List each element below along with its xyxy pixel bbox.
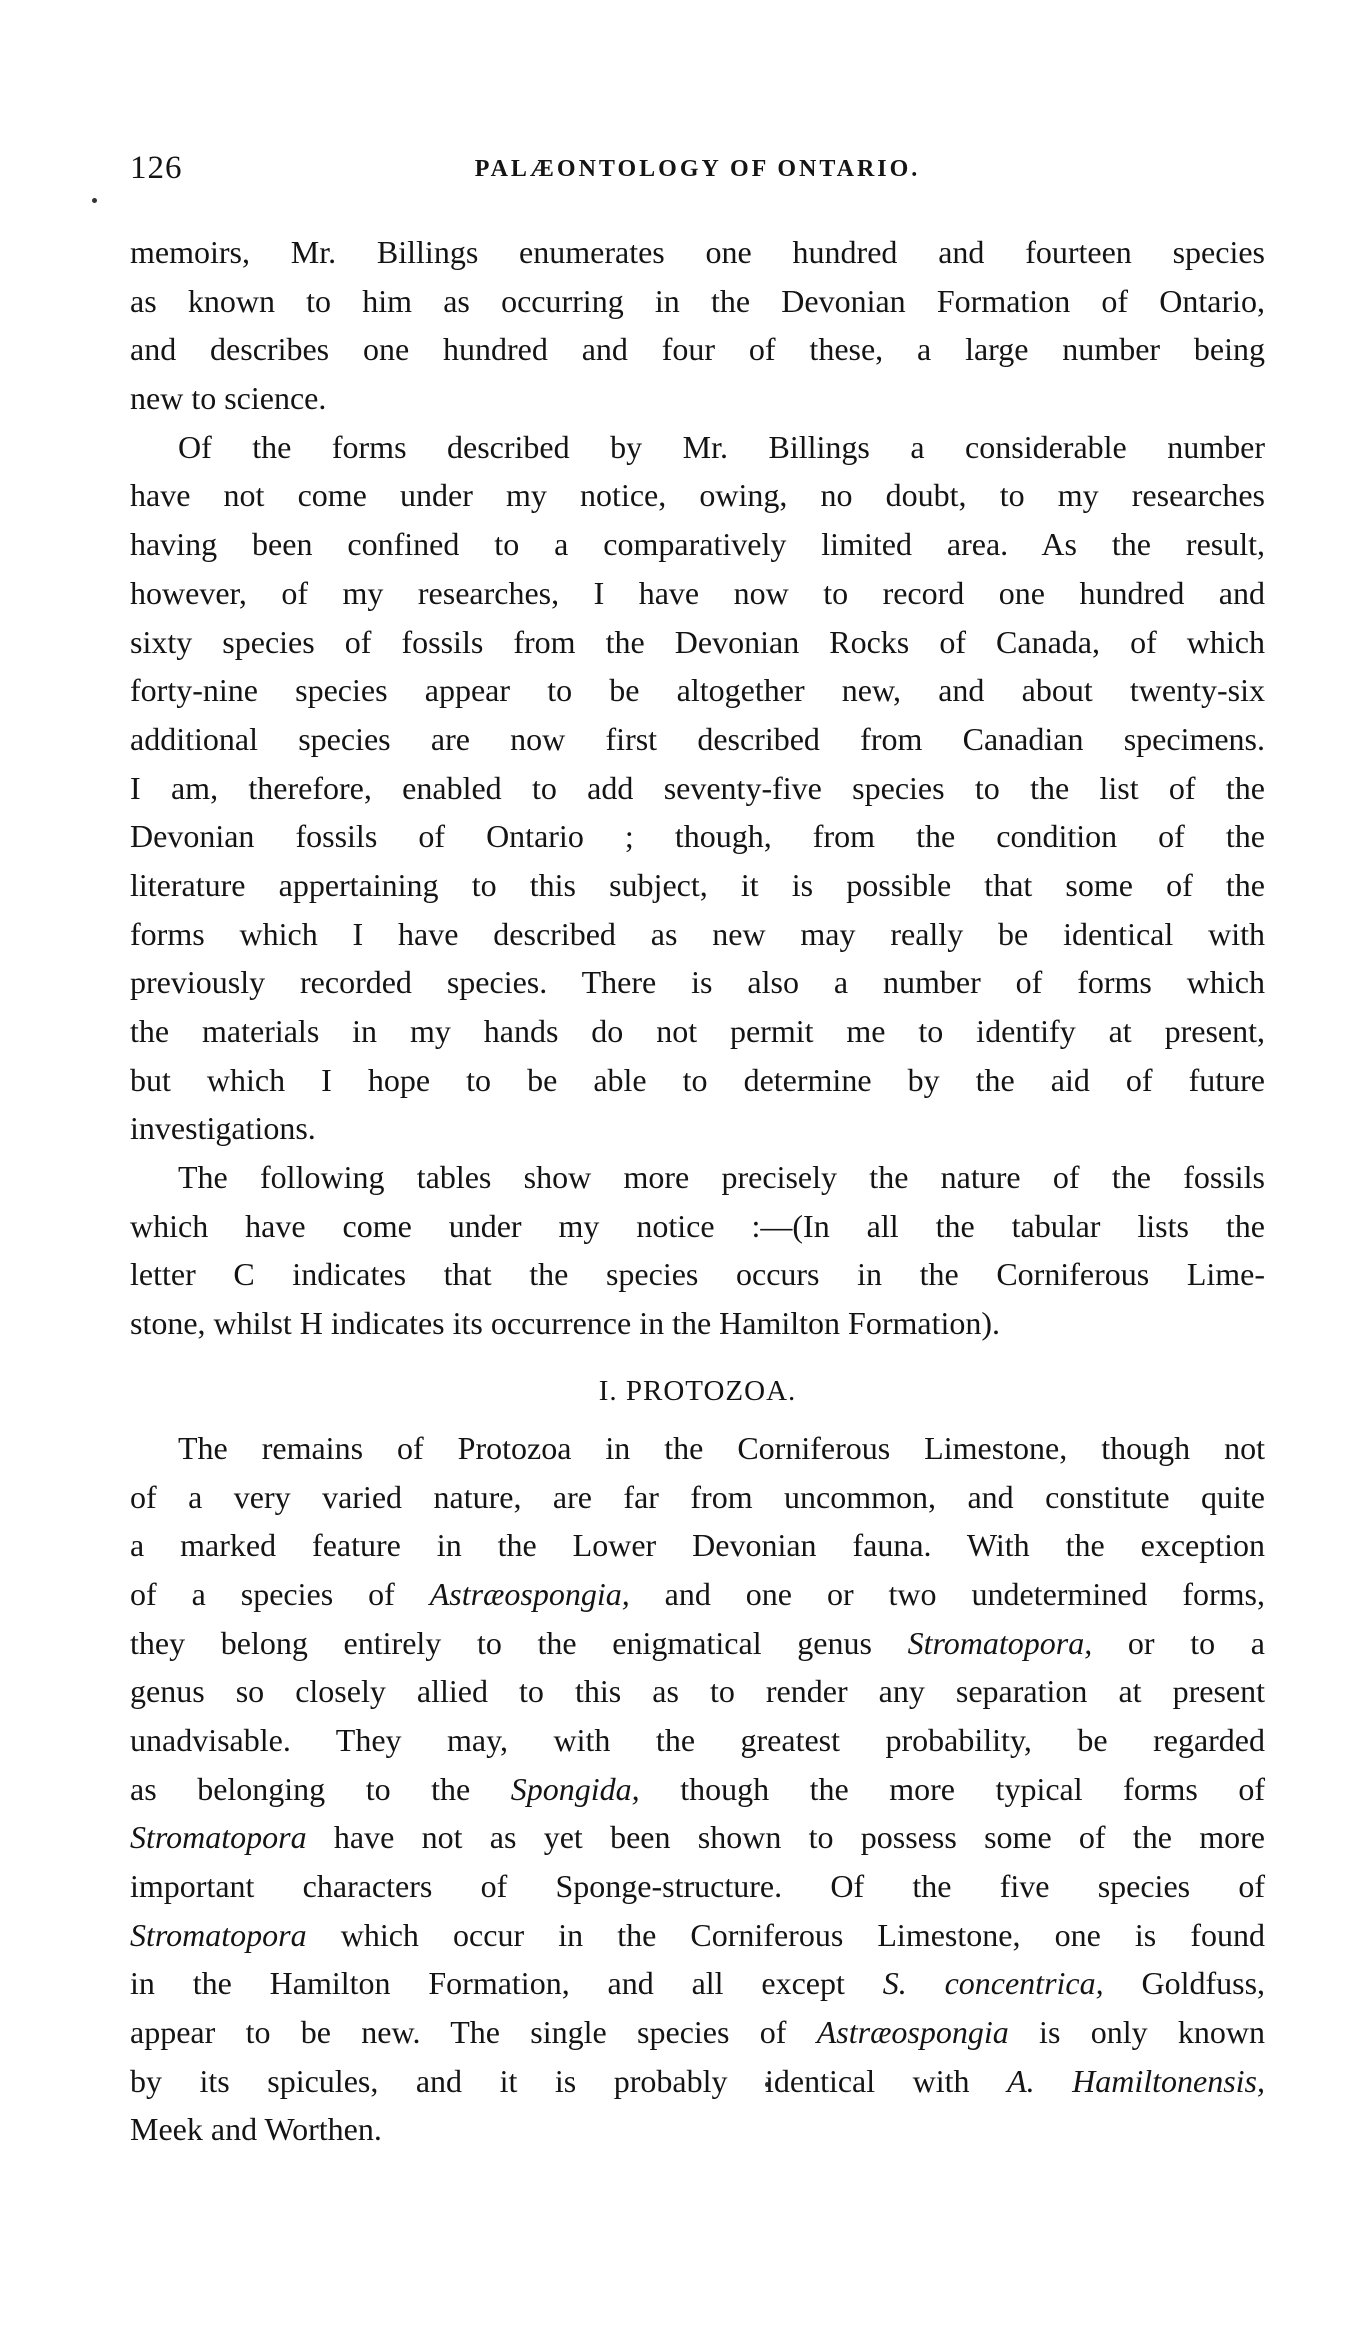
text-run: as belonging to the: [130, 1770, 511, 1807]
text-line: [130, 1813, 1265, 1862]
text-run: Devonian fossils of Ontario ; though, from the condition of the: [130, 818, 1265, 855]
text-run: however, of my researches, I have now to record one hundred and: [130, 574, 1265, 611]
running-head: [130, 150, 1265, 190]
text-line: [130, 1007, 1265, 1056]
italic-taxon: Stromatopora: [130, 1916, 307, 1953]
text-line: [130, 1862, 1265, 1911]
text-line: [130, 1667, 1265, 1716]
text-line: [130, 666, 1265, 715]
text-run: of a very varied nature, are far from uncommon, and constitute quite: [130, 1478, 1265, 1515]
italic-taxon: Astræospongia: [816, 2014, 1009, 2051]
text-run: The remains of Protozoa in the Corniferous Limestone, though not: [178, 1429, 1265, 1466]
text-line: [130, 2008, 1265, 2057]
text-run: additional species are now first described from Canadian specimens.: [130, 720, 1265, 757]
text-line: [130, 228, 1265, 277]
text-run: have not come under my notice, owing, no doubt, to my researches: [130, 477, 1265, 514]
text-run: sixty species of fossils from the Devonian Rocks of Canada, of which: [130, 623, 1265, 660]
text-run: have not as yet been shown to possess some of the more: [306, 1819, 1265, 1856]
text-run: is only known: [1008, 2014, 1266, 2051]
text-run: though the more typical forms of: [639, 1770, 1266, 1807]
text-run: but which I hope to be able to determine by the aid of future: [130, 1061, 1265, 1098]
text-run: important characters of Sponge-structure. Of the five species of: [130, 1868, 1265, 1904]
italic-taxon: Stromatopora: [130, 1819, 307, 1856]
paragraph: [130, 228, 1265, 423]
text-line: [130, 1424, 1265, 1473]
body-text: [130, 228, 1265, 2154]
text-run: genus so closely allied to this as to render any separation at present: [130, 1673, 1265, 1710]
text-run: having been confined to a comparatively limited area. As the result,: [130, 526, 1265, 563]
text-line: [130, 1716, 1265, 1765]
text-line: [130, 520, 1265, 569]
text-line: [130, 1959, 1265, 2008]
text-line: [130, 2105, 1265, 2154]
text-run: or to a: [1092, 1624, 1266, 1661]
text-line: [130, 715, 1265, 764]
text-line: [130, 2057, 1265, 2106]
text-run: forms which I have described as new may really be identical with: [130, 915, 1265, 952]
text-line: [130, 958, 1265, 1007]
text-run: as known to him as occurring in the Devonian Formation of Ontario,: [130, 282, 1265, 319]
text-run: previously recorded species. There is also a number of forms which: [130, 964, 1265, 1001]
text-line: [130, 618, 1265, 667]
text-line: [130, 1619, 1265, 1668]
paragraph: [130, 1153, 1265, 1348]
text-run: a marked feature in the Lower Devonian fauna. With the exception: [130, 1527, 1265, 1564]
text-run: The following tables show more precisely the nature of the fossils: [178, 1159, 1265, 1196]
text-run: in the Hamilton Formation, and all except: [130, 1965, 883, 2002]
text-line: [130, 1153, 1265, 1202]
text-run: memoirs, Mr. Billings enumerates one hundred and fourteen species: [130, 234, 1265, 270]
running-title: PALÆONTOLOGY OF ONTARIO.: [474, 156, 921, 182]
text-run: by its spicules, and it is probably identical with: [130, 2062, 1008, 2099]
text-run: forty-nine species appear to be altogether new, and about twenty-six: [130, 672, 1265, 709]
text-line: [130, 1911, 1265, 1960]
paragraph: [130, 423, 1265, 1153]
text-run: Goldfuss,: [1103, 1965, 1266, 2002]
text-line: [130, 423, 1265, 472]
text-run: stone, whilst H indicates its occurrence in the Hamilton Formation).: [130, 1305, 1001, 1342]
text-line: [130, 1056, 1265, 1105]
text-line: [130, 1250, 1265, 1299]
text-line: [130, 374, 1265, 423]
italic-taxon: Spongida,: [510, 1770, 640, 1807]
page-number: 126: [130, 150, 183, 186]
text-line: [130, 910, 1265, 959]
italic-taxon: Astræospongia,: [429, 1575, 630, 1612]
text-line: [130, 812, 1265, 861]
text-line: [130, 861, 1265, 910]
text-run: new to science.: [130, 380, 327, 417]
text-line: [130, 1202, 1265, 1251]
text-line: [130, 1570, 1265, 1619]
text-line: [130, 1104, 1265, 1153]
text-run: I am, therefore, enabled to add seventy-five species to the list of the: [130, 769, 1265, 806]
text-line: [130, 325, 1265, 374]
text-line: [130, 1473, 1265, 1522]
text-line: [130, 471, 1265, 520]
text-line: [130, 1299, 1265, 1348]
text-run: investigations.: [130, 1110, 316, 1147]
text-line: [130, 1765, 1265, 1814]
paragraph: [130, 1424, 1265, 2154]
text-run: the materials in my hands do not permit me to identify at present,: [130, 1013, 1265, 1049]
text-run: unadvisable. They may, with the greatest probability, be regarded: [130, 1721, 1265, 1758]
italic-taxon: A. Hamiltonensis,: [1007, 2062, 1266, 2099]
text-run: which have come under my notice :—(In all the tabular lists the: [130, 1207, 1265, 1244]
text-run: Of the forms described by Mr. Billings a considerable number: [178, 428, 1265, 465]
text-line: [130, 764, 1265, 813]
text-run: of a species of: [130, 1575, 430, 1612]
italic-taxon: S. concentrica,: [882, 1965, 1104, 2002]
margin-mark: [92, 198, 97, 203]
text-run: literature appertaining to this subject, it is possible that some of the: [130, 866, 1265, 903]
section-heading: I. PROTOZOA.: [598, 1374, 797, 1407]
text-line: [130, 1521, 1265, 1570]
text-run: Meek and Worthen.: [130, 2111, 382, 2148]
text-run: and describes one hundred and four of these, a large number being: [130, 331, 1265, 368]
text-run: and one or two undetermined forms,: [629, 1575, 1266, 1612]
text-line: [130, 569, 1265, 618]
text-run: they belong entirely to the enigmatical genus: [130, 1624, 908, 1661]
text-run: appear to be new. The single species of: [130, 2014, 817, 2051]
italic-taxon: Stromatopora,: [907, 1624, 1093, 1661]
text-run: which occur in the Corniferous Limestone, one is found: [306, 1916, 1265, 1953]
text-run: letter C indicates that the species occurs in the Corniferous Lime-: [130, 1256, 1265, 1293]
text-line: [130, 277, 1265, 326]
